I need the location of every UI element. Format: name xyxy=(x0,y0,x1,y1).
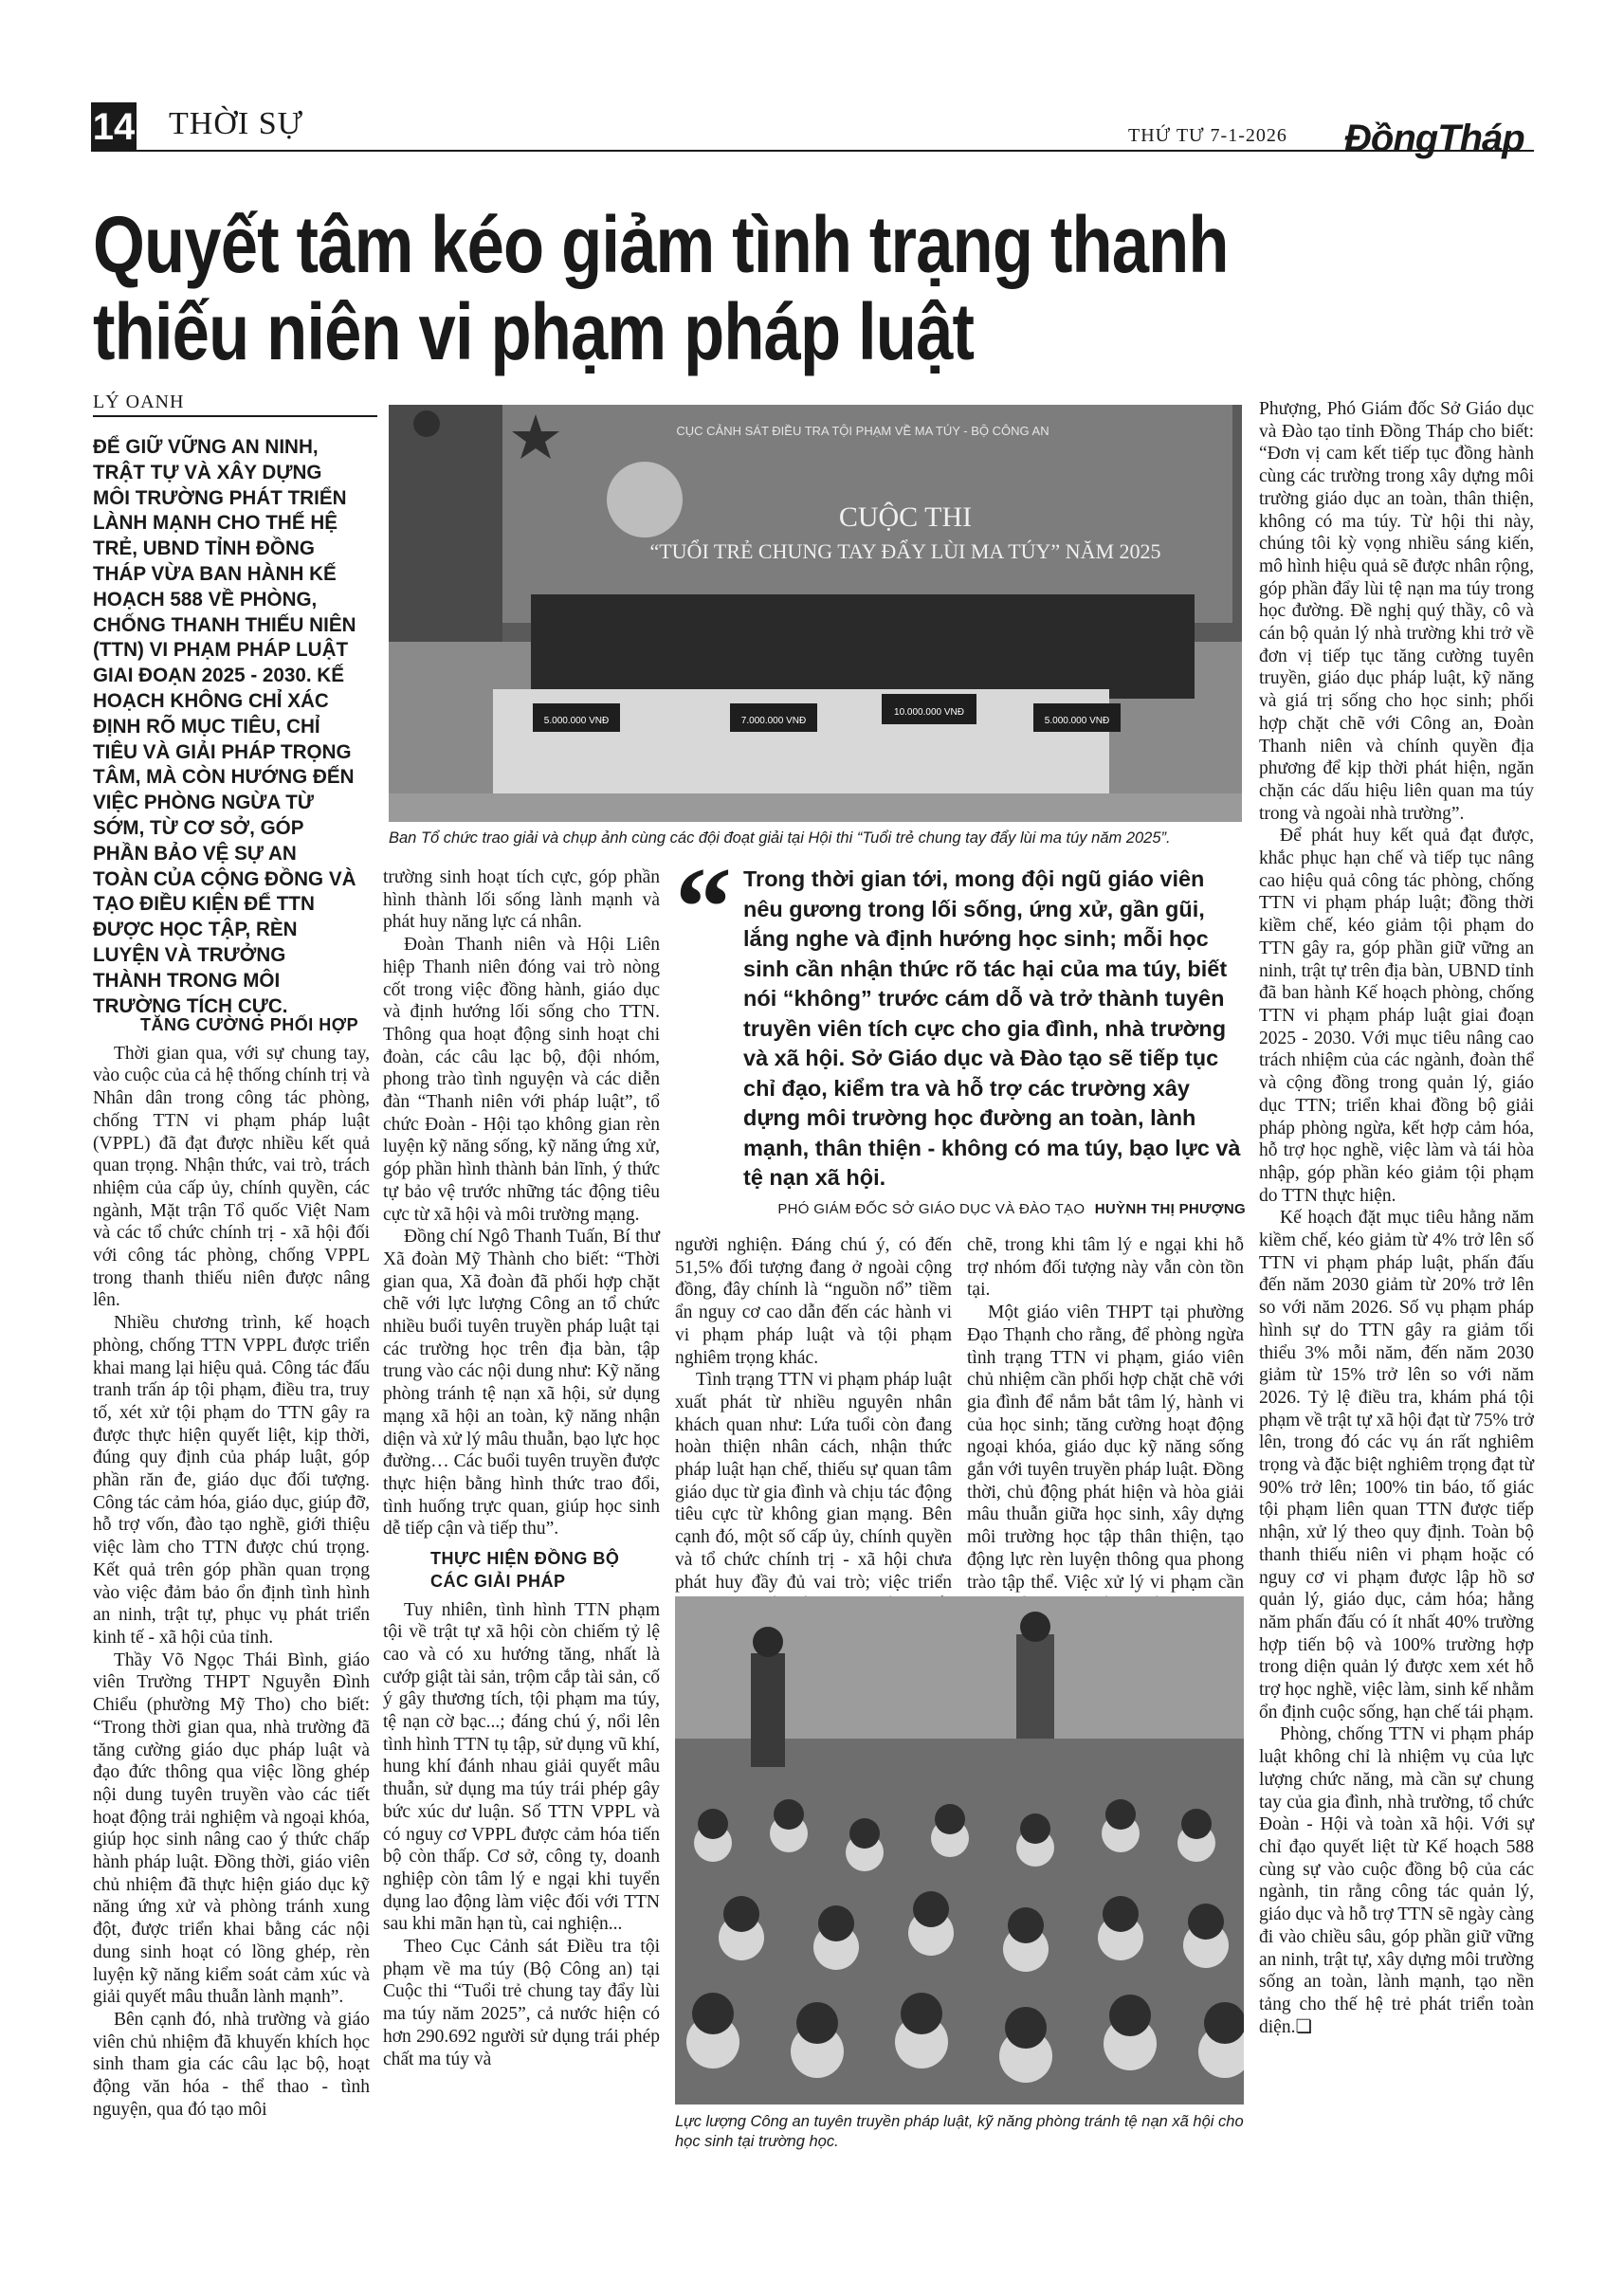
banner-contest: CUỘC THI xyxy=(838,501,973,533)
quote-role: PHÓ GIÁM ĐỐC SỞ GIÁO DỤC VÀ ĐÀO TẠO xyxy=(777,1200,1086,1217)
paragraph: Tuy nhiên, tình hình TTN phạm tội về trật tự xã hội còn chiếm tỷ lệ cao và có xu hướng tăng, nhất là cướp giật tài sản, trộm cắp tài sản, cố ý gây thương tích, tội phạm ma túy, tệ nạn cờ bạc...; đáng chú ý, nổi lên tình hình TTN tụ tập, sử dụng vũ khí, hung khí đánh nhau giải quyết mâu thuẫn, sử dụng ma túy trái phép gây bức xúc dư luận. Số TTN VPPL và có nguy cơ VPPL được cảm hóa tiến bộ còn thấp. Cơ sở, công ty, doanh nghiệp còn tâm lý e ngại khi tuyển dụng lao động làm việc đối với TTN sau khi mãn hạn tù, cai nghiện... xyxy=(383,1599,660,1935)
paragraph: Phượng, Phó Giám đốc Sở Giáo dục và Đào tạo tỉnh Đồng Tháp cho biết: “Đơn vị cam kết tiếp tục đồng hành cùng các trường trong xây dựng môi trường giáo dục an toàn, thân thiện, không có ma túy. Từ hội thi này, chúng tôi kỳ vọng nhiều sáng kiến, mô hình hiệu quả sẽ được nhân rộng, góp phần đẩy lùi tệ nạn ma túy trong học đường. Đề nghị quý thầy, cô và cán bộ quản lý nhà trường khi trở về đơn vị tiếp tục tăng cường tuyên truyền, giáo dục pháp luật, kỹ năng và giá trị sống cho học sinh; phối hợp chặt chẽ với Công an, Đoàn Thanh niên và chính quyền địa phương để kịp thời phát hiện, ngăn chặn các dấu hiệu liên quan ma túy trong và ngoài nhà trường”. xyxy=(1259,399,1534,824)
prize-board-1: 5.000.000 VNĐ xyxy=(543,716,610,726)
column-5 xyxy=(1259,398,1534,2038)
paragraph: Nhiều chương trình, kế hoạch phòng, chống TTN VPPL được triển khai mang lại hiệu quả. Công tác đấu tranh trấn áp tội phạm, điều tra, truy tố, xét xử tội phạm do TTN gây ra được thực hiện quyết liệt, kịp thời, đúng quy định của pháp luật, góp phần răn đe, giáo dục đối tượng. Công tác cảm hóa, giáo dục, giúp đỡ, hỗ trợ vốn, đào tạo nghề, giới thiệu việc làm cho TTN được chú trọng. Kết quả trên góp phần quan trọng vào việc đảm bảo ổn định tình hình an ninh, trật tự, phục vụ phát triển kinh tế - xã hội của tỉnh. xyxy=(93,1313,370,1648)
header-rule xyxy=(137,150,1534,152)
party-emblem-icon xyxy=(413,410,440,437)
award-ceremony-image xyxy=(389,405,1242,822)
paragraph: Bên cạnh đó, nhà trường và giáo viên chủ nhiệm đã khuyến khích học sinh tham gia các câu lạc bộ, hoạt động văn hóa - thể thao - tình nguyện, qua đó tạo môi xyxy=(93,2009,370,2120)
headline-line-1: Quyết tâm kéo giảm tình trạng thanh xyxy=(93,200,1229,289)
prize-board-3: 10.000.000 VNĐ xyxy=(894,707,964,718)
paragraph: Tình trạng TTN vi phạm pháp luật xuất phát từ nhiều nguyên nhân khách quan như: Lứa tuổi còn đang hoàn thiện nhân cách, nhận thức pháp luật hạn chế, thiếu sự quan tâm giáo dục từ gia đình và chịu tác động tiêu cực từ không gian mạng. Bên cạnh đó, một số cấp ủy, chính quyền và tổ chức chính trị - xã hội chưa phát huy đầy đủ vai trò; việc triển xyxy=(675,1370,952,1593)
banner-contest-name: “TUỔI TRẺ CHUNG TAY ĐẨY LÙI MA TÚY” NĂM 2025 xyxy=(649,539,1161,563)
photo2-caption: Lực lượng Công an tuyên truyền pháp luật, kỹ năng phòng tránh tệ nạn xã hội cho học sinh tại trường học. xyxy=(675,2113,1244,2150)
photo-school-outreach xyxy=(675,1596,1244,2105)
section-title: THỜI SỰ xyxy=(169,106,303,141)
paragraph: Thời gian qua, với sự chung tay, vào cuộc của cả hệ thống chính trị và Nhân dân trong công tác phòng, chống TTN vi phạm pháp luật (VPPL) đã đạt được nhiều kết quả quan trọng. Nhận thức, vai trò, trách nhiệm của cấp ủy, chính quyền, các ngành, Mặt trận Tổ quốc Việt Nam và các tổ chức chính trị - xã hội đối với công tác phòng, chống VPPL trong thanh thiếu niên được nâng lên. xyxy=(93,1043,370,1311)
page-number: 14 xyxy=(91,102,137,152)
paragraph: Thầy Võ Ngọc Thái Bình, giáo viên Trường THPT Nguyễn Đình Chiểu (phường Mỹ Tho) cho biết: “Trong thời gian qua, nhà trường đã tăng cường giáo dục pháp luật và đạo đức thông qua việc lồng ghép nội dung tuyên truyền vào các tiết hoạt động trải nghiệm và ngoại khóa, giúp học sinh nâng cao ý thức chấp hành pháp luật. Đồng thời, giáo viên chủ nhiệm đã thực hiện giáo dục kỹ năng ứng xử và phòng tránh xung đột, được triển khai bằng các nội dung sinh hoạt có lồng ghép, rèn luyện kỹ năng kiểm soát cảm xúc và giải quyết mâu thuẫn lành mạnh”. xyxy=(93,1649,370,2008)
paragraph: chẽ, trong khi tâm lý e ngại khi hỗ trợ nhóm đối tượng này vẫn còn tồn tại. xyxy=(967,1235,1244,1301)
photo-award-ceremony xyxy=(389,405,1242,822)
prize-board-2: 7.000.000 VNĐ xyxy=(740,716,807,726)
photo1-caption: Ban Tổ chức trao giải và chụp ảnh cùng các đội đoạt giải tại Hội thi “Tuổi trẻ chung tay đẩy lùi ma túy năm 2025”. xyxy=(389,829,1171,847)
paragraph: người nghiện. Đáng chú ý, có đến 51,5% đối tượng đang ở ngoài cộng đồng, đây chính là “nguồn nổ” tiềm ẩn nguy cơ cao dẫn đến các hành vi vi phạm pháp luật và tội phạm nghiêm trọng khác. xyxy=(675,1235,952,1368)
article-headline xyxy=(93,201,1534,375)
prize-board-4: 5.000.000 VNĐ xyxy=(1044,716,1110,726)
pull-quote xyxy=(743,865,1246,1217)
paragraph: Một giáo viên THPT tại phường Đạo Thạnh cho rằng, để phòng ngừa tình trạng TTN vi phạm, giáo viên chủ nhiệm cần phối hợp chặt chẽ với gia đình để nắm bắt tâm lý, hành vi của học sinh; tăng cường hoạt động ngoại khóa, giáo dục kỹ năng sống gắn với tuyên truyền pháp luật. Đồng thời, chủ động phát hiện và hòa giải mâu thuẫn giữa học sinh, xây dựng môi trường học tập thân thiện, tạo động lực rèn luyện thông qua phong trào tập thể. Việc xử lý vi phạm cần xyxy=(967,1303,1244,1593)
paragraph: Kế hoạch đặt mục tiêu hằng năm kiềm chế, kéo giảm từ 4% trở lên số TTN vi phạm pháp luật, phấn đấu đến năm 2030 giảm từ 20% trở lên so với năm 2026. Số vụ phạm pháp hình sự do TTN gây ra giảm tối thiểu 3% mỗi năm, đến năm 2030 giảm từ 15% trở lên so với năm 2026. Tỷ lệ điều tra, khám phá tội phạm về trật tự xã hội đạt từ 75% trở lên, trong đó các vụ án rất nghiêm trọng và đặc biệt nghiêm trọng đạt từ 90% trở lên; 100% tin báo, tố giác tội phạm liên quan TTN được tiếp nhận, xử lý theo quy định. Toàn bộ thanh thiếu niên vi phạm hoặc có nguy cơ vi phạm được lập hồ sơ quản lý, giáo dục, cảm hóa; hằng năm phấn đấu có ít nhất 40% trường hợp tiến bộ và 100% trường hợp trong diện quản lý được xem xét hỗ trợ học nghề, việc làm, sinh kế nhằm ổn định cuộc sống, hạn chế tái phạm. xyxy=(1259,1208,1534,1722)
quote-name: HUỲNH THỊ PHƯỢNG xyxy=(1094,1200,1246,1217)
article-lead: ĐỂ GIỮ VỮNG AN NINH, TRẬT TỰ VÀ XÂY DỰNG MÔI TRƯỜNG PHÁT TRIỂN LÀNH MẠNH CHO THẾ HỆ TRẺ, UBND TỈNH ĐỒNG THÁP VỪA BAN HÀNH KẾ HOẠCH 588 VỀ PHÒNG, CHỐNG THANH THIẾU NIÊN (TTN) VI PHẠM PHÁP LUẬT GIAI ĐOẠN 2025 - 2030. KẾ HOẠCH KHÔNG CHỈ XÁC ĐỊNH RÕ MỤC TIÊU, CHỈ TIÊU VÀ GIẢI PHÁP TRỌNG TÂM, MÀ CÒN HƯỚNG ĐẾN VIỆC PHÒNG NGỪA TỪ SỚM, TỪ CƠ SỞ, GÓP PHẦN BẢO VỆ SỰ AN TOÀN CỦA CỘNG ĐỒNG VÀ TẠO ĐIỀU KIỆN ĐỂ TTN ĐƯỢC HỌC TẬP, RÈN LUYỆN VÀ TRƯỞNG THÀNH TRONG MÔI TRƯỜNG TÍCH CỰC. xyxy=(93,435,356,1017)
masthead-logo: ĐồngTháp xyxy=(1344,118,1524,159)
quote-mark-icon: “ xyxy=(675,844,732,970)
banner-organizer: CỤC CẢNH SÁT ĐIỀU TRA TỘI PHẠM VỀ MA TÚY - BỘ CÔNG AN xyxy=(676,424,1049,438)
paragraph: Để phát huy kết quả đạt được, khắc phục hạn chế và tiếp tục nâng cao hiệu quả công tác phòng, chống TTN vi phạm pháp luật; đồng thời kiềm chế, kéo giảm tội phạm do TTN gây ra, góp phần giữ vững an ninh, trật tự trên địa bàn, UBND tỉnh đã ban hành Kế hoạch phòng, chống TTN vi phạm pháp luật giai đoạn 2025 - 2030. Với mục tiêu nâng cao trách nhiệm của các ngành, đoàn thể và cộng đồng trong quản lý, giáo dục TTN; triển khai đồng bộ giải pháp phòng ngừa, kết hợp cảm hóa, hỗ trợ học nghề, việc làm và tái hòa nhập, góp phần kéo giảm tội phạm do TTN thực hiện. xyxy=(1259,826,1534,1206)
end-mark-icon: ❏ xyxy=(1295,2016,1312,2037)
subhead-solutions-line-2: CÁC GIẢI PHÁP xyxy=(430,1571,566,1591)
headline-line-2: thiếu niên vi phạm pháp luật xyxy=(93,287,975,376)
column-2 xyxy=(383,866,660,2070)
school-outreach-image xyxy=(675,1596,1244,2105)
paragraph: Đồng chí Ngô Thanh Tuấn, Bí thư Xã đoàn Mỹ Thành cho biết: “Thời gian qua, Xã đoàn đã phối hợp chặt chẽ với lực lượng Công an tổ chức nhiều buổi tuyên truyền pháp luật tại các trường học trên địa bàn, tập trung vào các nội dung như: Kỹ năng phòng tránh tệ nạn xã hội, sử dụng mạng xã hội an toàn, kỹ năng nhận diện và xử lý mâu thuẫn, bạo lực học đường… Các buổi tuyên truyền được thực hiện bằng hình thức trao đổi, tình huống trực quan, giúp học sinh dễ tiếp cận và tiếp thu”. xyxy=(383,1227,660,1540)
pull-quote-text: Trong thời gian tới, mong đội ngũ giáo viên nêu gương trong lối sống, ứng xử, gần gũi, lắng nghe và định hướng học sinh; mỗi học sinh cần nhận thức rõ tác hại của ma túy, biết nói “không” trước cám dỗ và trở thành tuyên truyền viên tích cực cho gia đình, nhà trường và xã hội. Sở Giáo dục và Đào tạo sẽ tiếp tục chỉ đạo, kiểm tra và hỗ trợ các trường xây dựng môi trường học đường an toàn, lành mạnh, thân thiện - không có ma túy, bạo lực và tệ nạn xã hội. xyxy=(743,866,1241,1190)
pull-quote-attribution xyxy=(743,1201,1246,1217)
police-emblem-icon xyxy=(607,462,683,538)
subhead-solutions xyxy=(410,1548,660,1593)
paragraph: Đoàn Thanh niên và Hội Liên hiệp Thanh niên đóng vai trò nòng cốt trong việc đồng hành, giáo dục và định hướng lối sống cho TTN. Thông qua hoạt động sinh hoạt chi đoàn, các câu lạc bộ, đội nhóm, phong trào tình nguyện và các diễn đàn “Thanh niên với pháp luật”, tổ chức Đoàn - Hội tạo không gian rèn luyện kỹ năng sống, kỹ năng ứng xử, góp phần hình thành bản lĩnh, ý thức tự bảo vệ trước những tác động tiêu cực từ xã hội và môi trường mạng. xyxy=(383,935,660,1225)
subhead-solutions-line-1: THỰC HIỆN ĐỒNG BỘ xyxy=(430,1549,620,1569)
paragraph xyxy=(1259,1723,1534,2038)
column-1 xyxy=(93,1014,370,2121)
paragraph: Theo Cục Cảnh sát Điều tra tội phạm về ma túy (Bộ Công an) tại Cuộc thi “Tuổi trẻ chung tay đẩy lùi ma túy năm 2025”, cả nước hiện có hơn 290.692 người sử dụng trái phép chất ma túy và xyxy=(383,1937,660,2069)
author-byline: LÝ OANH xyxy=(93,392,377,417)
issue-date: THỨ TƯ 7-1-2026 xyxy=(1128,125,1287,146)
paragraph: trường sinh hoạt tích cực, góp phần hình thành lối sống lành mạnh và phát huy năng lực cá nhân. xyxy=(383,867,660,933)
closing-paragraph: Phòng, chống TTN vi phạm pháp luật không chỉ là nhiệm vụ của lực lượng chức năng, mà cần sự chung tay của gia đình, nhà trường, tổ chức Đoàn - Hội và toàn xã hội. Với sự chỉ đạo quyết liệt từ Kế hoạch 588 cùng sự vào cuộc đồng bộ của các ngành, tin rằng công tác quản lý, giáo dục và hỗ trợ TTN sẽ ngày càng đi vào chiều sâu, góp phần giữ vững an ninh, trật tự, xây dựng môi trường sống an toàn, lành mạnh, tạo nền tảng cho thế hệ trẻ phát triển toàn diện. xyxy=(1259,1724,1534,2037)
subhead-coordination: TĂNG CƯỜNG PHỐI HỢP xyxy=(140,1015,359,1034)
